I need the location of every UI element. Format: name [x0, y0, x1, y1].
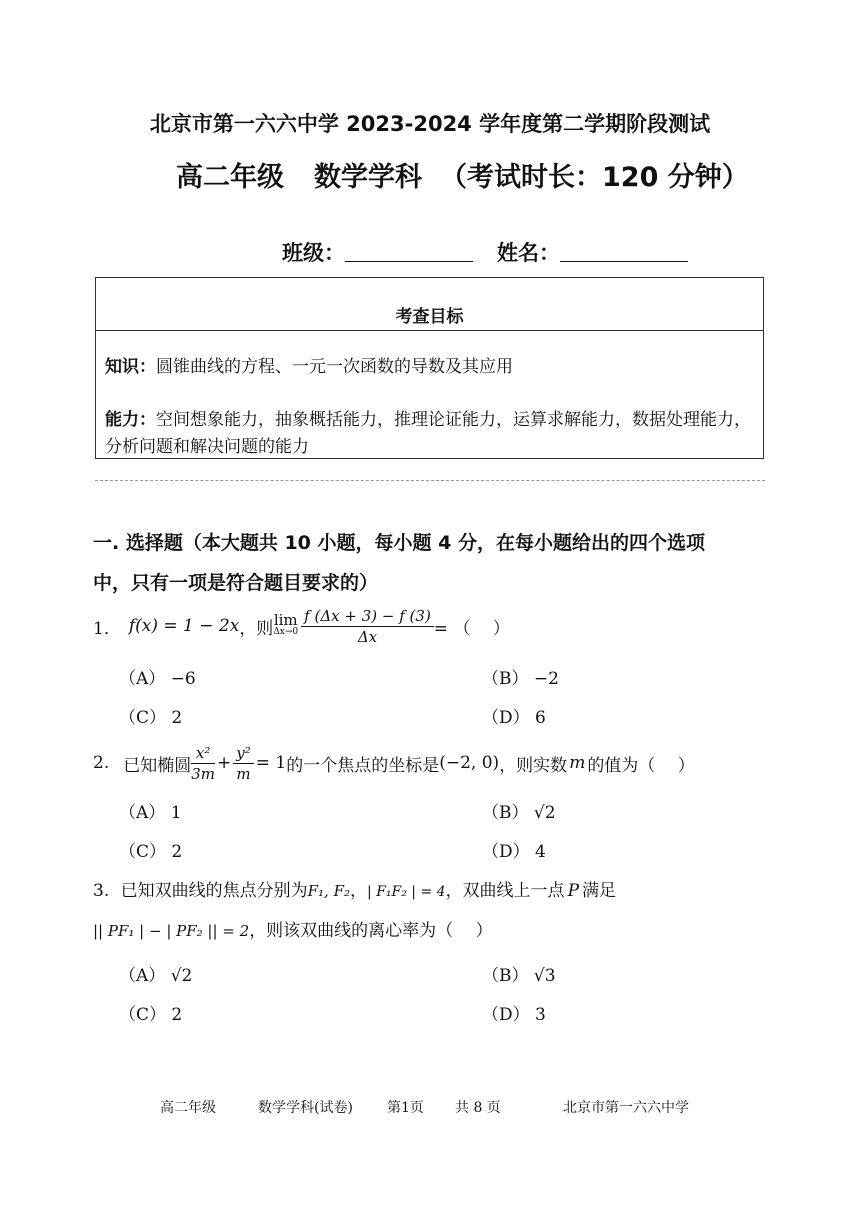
student-info-line: [282, 237, 688, 267]
name-blank[interactable]: [560, 241, 688, 262]
q1-option-b[interactable]: [482, 664, 559, 689]
section-heading-line1: 一. 选择题（本大题共 10 小题，每小题 4 分，在每小题给出的四个选项: [93, 532, 705, 554]
q3-point: P: [567, 881, 580, 901]
q1-f: f: [128, 616, 136, 636]
footer-subject: 数学学科(试卷): [258, 1100, 353, 1116]
goals-heading: 考查目标: [96, 278, 763, 331]
grade-label: 高二年级: [176, 162, 284, 193]
q2-frac-y: [233, 743, 254, 784]
q1-lim-word: lim: [273, 611, 298, 629]
exam-title: 北京市第一六六中学 2023-2024 学年度第二学期阶段测试: [149, 112, 711, 136]
option-value: √2: [170, 966, 193, 986]
option-label: （D）: [482, 1005, 530, 1025]
q3-foci: F₁, F₂: [307, 882, 351, 900]
class-blank[interactable]: [345, 241, 473, 262]
option-label: （A）: [119, 966, 166, 986]
q2-option-c[interactable]: [119, 837, 182, 862]
footer-total: 共 8 页: [455, 1100, 501, 1116]
option-value: −6: [170, 669, 196, 689]
duration-label: （考试时长：120 分钟）: [440, 162, 749, 193]
q2-var: m: [569, 753, 586, 773]
q1-option-a[interactable]: [119, 664, 196, 689]
option-label: （C）: [119, 708, 167, 728]
option-label: （B）: [482, 803, 529, 823]
q2-option-a[interactable]: [119, 798, 182, 823]
q1-denominator: Δx: [357, 627, 378, 646]
q3-option-c[interactable]: [119, 1000, 182, 1025]
option-value: 3: [535, 1005, 546, 1025]
q3-option-d[interactable]: [482, 1000, 546, 1025]
footer-grade: 高二年级: [160, 1100, 216, 1116]
question-2: [93, 740, 695, 786]
q2-intro: 已知椭圆: [123, 755, 192, 776]
q3-option-a[interactable]: [119, 961, 192, 986]
q1-numerator: f (Δx + 3) − f (3): [301, 606, 434, 627]
class-label: 班级：: [282, 241, 345, 265]
question-3-line1: [93, 876, 616, 901]
option-value: 6: [535, 708, 546, 728]
ability-row: [105, 407, 755, 461]
option-value: 4: [535, 842, 546, 862]
q3-tail: ，则该双曲线的离心率为（ ）: [249, 921, 493, 941]
subject-label: 数学学科: [314, 162, 422, 193]
option-label: （D）: [482, 708, 530, 728]
option-value: √2: [533, 803, 556, 823]
option-label: （C）: [119, 1005, 167, 1025]
option-label: （B）: [482, 669, 529, 689]
q2-option-d[interactable]: [482, 837, 546, 862]
q2-eq: = 1: [255, 753, 287, 773]
name-label: 姓名：: [497, 241, 560, 265]
option-value: 1: [170, 803, 182, 823]
q2-tail: 的值为（ ）: [587, 755, 695, 776]
q1-number: 1．: [93, 618, 121, 639]
q3-distance: | F₁F₂ | = 4: [367, 884, 446, 900]
option-value: 2: [171, 1005, 183, 1025]
q2-option-b[interactable]: [482, 798, 556, 823]
q2-frac-x-num: x²: [191, 743, 215, 764]
option-value: √3: [533, 966, 556, 986]
option-label: （B）: [482, 966, 529, 986]
option-label: （A）: [119, 803, 166, 823]
q1-function: (x) = 1 − 2x: [135, 616, 240, 636]
q1-tail: = （ ）: [433, 618, 510, 639]
q3-comma: ，: [350, 881, 368, 901]
q1-option-d[interactable]: [482, 703, 546, 728]
q3-condition: || PF₁ | − | PF₂ || = 2: [93, 922, 250, 940]
section-heading-line2: 中，只有一项是符合题目要求的）: [93, 572, 379, 594]
section-divider: [95, 480, 765, 481]
q2-point: (−2, 0): [439, 753, 500, 773]
footer-page: 第1页: [387, 1100, 424, 1116]
footer-school: 北京市第一六六中学: [563, 1100, 689, 1116]
option-value: 2: [171, 708, 183, 728]
q2-mid: 的一个焦点的坐标是: [286, 755, 440, 776]
q3-mid: ，双曲线上一点: [445, 881, 565, 901]
q2-frac-x: [191, 743, 215, 784]
knowledge-text: 圆锥曲线的方程、一元一次函数的导数及其应用: [156, 357, 513, 377]
question-3-line2: [93, 916, 493, 941]
knowledge-row: [105, 354, 755, 381]
q2-frac-x-den: 3m: [191, 764, 216, 783]
q1-option-c[interactable]: [119, 703, 182, 728]
option-value: −2: [533, 669, 559, 689]
question-1: [93, 604, 510, 648]
option-label: （C）: [119, 842, 167, 862]
q2-plus: +: [217, 753, 232, 773]
q1-limit: [273, 611, 299, 638]
q3-satisfies: 满足: [582, 881, 617, 901]
ability-label: 能力：: [105, 410, 156, 430]
exam-subtitle: [176, 155, 749, 194]
q2-frac-y-num: y²: [233, 743, 254, 764]
q1-fraction: [301, 606, 434, 647]
q3-option-b[interactable]: [482, 961, 556, 986]
option-label: （D）: [482, 842, 530, 862]
q3-number: 3.: [93, 881, 110, 901]
q1-lim-sub: Δx→0: [273, 627, 299, 637]
q2-frac-y-den: m: [236, 764, 251, 783]
ability-text: 空间想象能力，抽象概括能力，推理论证能力，运算求解能力，数据处理能力，分析问题和解决问题的能力: [105, 410, 751, 457]
q1-then: ，则: [239, 618, 274, 639]
goals-box: [95, 277, 764, 459]
knowledge-label: 知识：: [105, 357, 156, 377]
option-value: 2: [171, 842, 183, 862]
q3-intro: 已知双曲线的焦点分别为: [120, 881, 308, 901]
q2-number: 2.: [93, 753, 110, 773]
option-label: （A）: [119, 669, 166, 689]
q2-then: ，则实数: [499, 755, 568, 776]
